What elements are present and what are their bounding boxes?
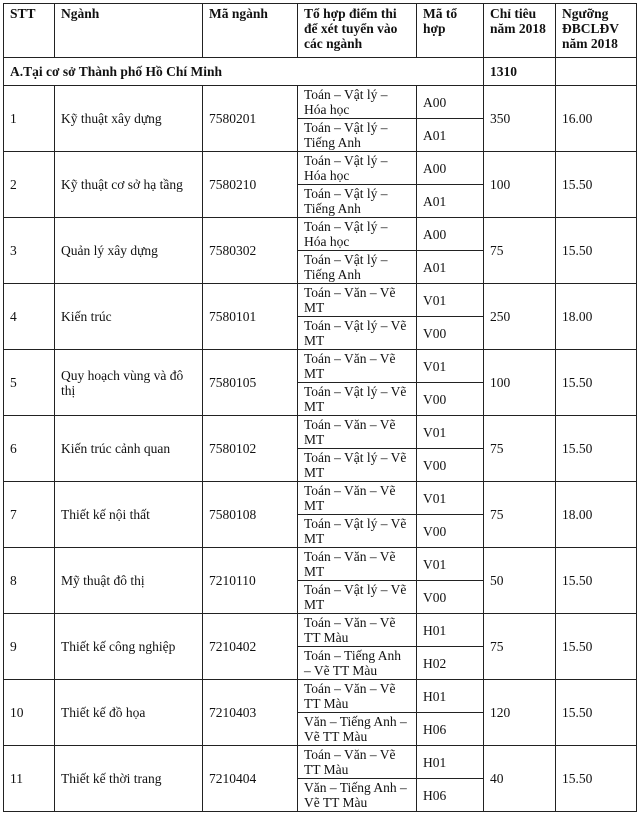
cell-ma-nganh: 7580101 bbox=[203, 284, 298, 350]
cell-ma-to-hop: A00 bbox=[417, 152, 484, 185]
cell-chi-tieu: 350 bbox=[484, 86, 556, 152]
table-row bbox=[4, 482, 637, 515]
cell-nganh: Thiết kế thời trang bbox=[55, 746, 203, 812]
section-total: 1310 bbox=[484, 58, 556, 86]
table-row bbox=[4, 218, 637, 251]
cell-to-hop: Toán – Vật lý – Vẽ MT bbox=[298, 515, 417, 548]
table-row bbox=[4, 746, 637, 779]
cell-to-hop: Toán – Văn – Vẽ TT Màu bbox=[298, 680, 417, 713]
cell-ma-to-hop: V01 bbox=[417, 350, 484, 383]
cell-nguong: 15.50 bbox=[556, 218, 637, 284]
header-ma-nganh: Mã ngành bbox=[203, 4, 298, 58]
table-row bbox=[4, 614, 637, 647]
cell-to-hop: Toán – Vật lý – Vẽ MT bbox=[298, 317, 417, 350]
cell-ma-to-hop: V00 bbox=[417, 383, 484, 416]
cell-to-hop: Toán – Tiếng Anh – Vẽ TT Màu bbox=[298, 647, 417, 680]
cell-ma-to-hop: V01 bbox=[417, 284, 484, 317]
cell-ma-to-hop: A01 bbox=[417, 119, 484, 152]
table-row bbox=[4, 152, 637, 185]
table-row bbox=[4, 350, 637, 383]
header-nguong: Ngưỡng ĐBCLĐV năm 2018 bbox=[556, 4, 637, 58]
cell-chi-tieu: 120 bbox=[484, 680, 556, 746]
table-row bbox=[4, 86, 637, 119]
header-row bbox=[4, 4, 637, 58]
cell-stt: 10 bbox=[4, 680, 55, 746]
cell-ma-to-hop: H01 bbox=[417, 680, 484, 713]
cell-to-hop: Toán – Văn – Vẽ TT Màu bbox=[298, 614, 417, 647]
table-row bbox=[4, 548, 637, 581]
cell-ma-to-hop: V00 bbox=[417, 515, 484, 548]
cell-stt: 5 bbox=[4, 350, 55, 416]
cell-ma-to-hop: V01 bbox=[417, 548, 484, 581]
cell-chi-tieu: 75 bbox=[484, 614, 556, 680]
cell-to-hop: Toán – Vật lý – Hóa học bbox=[298, 218, 417, 251]
cell-nganh: Thiết kế công nghiệp bbox=[55, 614, 203, 680]
cell-chi-tieu: 50 bbox=[484, 548, 556, 614]
cell-ma-nganh: 7580102 bbox=[203, 416, 298, 482]
cell-nganh: Thiết kế đồ họa bbox=[55, 680, 203, 746]
cell-nganh: Kiến trúc bbox=[55, 284, 203, 350]
cell-to-hop: Toán – Văn – Vẽ TT Màu bbox=[298, 746, 417, 779]
cell-chi-tieu: 40 bbox=[484, 746, 556, 812]
header-chi-tieu: Chỉ tiêu năm 2018 bbox=[484, 4, 556, 58]
cell-ma-to-hop: V00 bbox=[417, 581, 484, 614]
cell-nguong: 16.00 bbox=[556, 86, 637, 152]
cell-to-hop: Toán – Vật lý – Vẽ MT bbox=[298, 383, 417, 416]
cell-stt: 8 bbox=[4, 548, 55, 614]
cell-chi-tieu: 75 bbox=[484, 218, 556, 284]
cell-ma-to-hop: H06 bbox=[417, 713, 484, 746]
cell-to-hop: Toán – Văn – Vẽ MT bbox=[298, 416, 417, 449]
header-to-hop: Tổ hợp điểm thi để xét tuyển vào các ngành bbox=[298, 4, 417, 58]
cell-ma-to-hop: H01 bbox=[417, 746, 484, 779]
cell-to-hop: Văn – Tiếng Anh – Vẽ TT Màu bbox=[298, 779, 417, 812]
cell-ma-nganh: 7210110 bbox=[203, 548, 298, 614]
cell-to-hop: Toán – Vật lý – Vẽ MT bbox=[298, 449, 417, 482]
cell-nganh: Mỹ thuật đô thị bbox=[55, 548, 203, 614]
cell-nguong: 15.50 bbox=[556, 548, 637, 614]
cell-ma-to-hop: A00 bbox=[417, 218, 484, 251]
cell-ma-to-hop: H01 bbox=[417, 614, 484, 647]
cell-nguong: 15.50 bbox=[556, 614, 637, 680]
cell-stt: 3 bbox=[4, 218, 55, 284]
cell-ma-to-hop: H02 bbox=[417, 647, 484, 680]
cell-ma-to-hop: V01 bbox=[417, 416, 484, 449]
cell-to-hop: Toán – Văn – Vẽ MT bbox=[298, 482, 417, 515]
header-stt: STT bbox=[4, 4, 55, 58]
admissions-table bbox=[3, 3, 637, 812]
cell-ma-to-hop: H06 bbox=[417, 779, 484, 812]
cell-ma-nganh: 7210403 bbox=[203, 680, 298, 746]
table-row bbox=[4, 680, 637, 713]
section-title: A.Tại cơ sở Thành phố Hồ Chí Minh bbox=[4, 58, 484, 86]
table-row bbox=[4, 416, 637, 449]
cell-to-hop: Toán – Vật lý – Hóa học bbox=[298, 86, 417, 119]
cell-nguong: 15.50 bbox=[556, 746, 637, 812]
cell-ma-to-hop: A01 bbox=[417, 251, 484, 284]
cell-chi-tieu: 75 bbox=[484, 416, 556, 482]
cell-chi-tieu: 250 bbox=[484, 284, 556, 350]
cell-nganh: Quản lý xây dựng bbox=[55, 218, 203, 284]
cell-ma-to-hop: V00 bbox=[417, 449, 484, 482]
cell-nganh: Quy hoạch vùng và đô thị bbox=[55, 350, 203, 416]
cell-chi-tieu: 75 bbox=[484, 482, 556, 548]
cell-ma-to-hop: V00 bbox=[417, 317, 484, 350]
cell-nguong: 15.50 bbox=[556, 680, 637, 746]
cell-ma-to-hop: V01 bbox=[417, 482, 484, 515]
cell-nganh: Kiến trúc cảnh quan bbox=[55, 416, 203, 482]
cell-stt: 9 bbox=[4, 614, 55, 680]
cell-chi-tieu: 100 bbox=[484, 350, 556, 416]
cell-nganh: Kỹ thuật cơ sở hạ tầng bbox=[55, 152, 203, 218]
cell-to-hop: Văn – Tiếng Anh – Vẽ TT Màu bbox=[298, 713, 417, 746]
cell-nguong: 15.50 bbox=[556, 416, 637, 482]
cell-nguong: 15.50 bbox=[556, 152, 637, 218]
cell-to-hop: Toán – Vật lý – Tiếng Anh bbox=[298, 185, 417, 218]
cell-stt: 6 bbox=[4, 416, 55, 482]
cell-nganh: Thiết kế nội thất bbox=[55, 482, 203, 548]
cell-stt: 2 bbox=[4, 152, 55, 218]
header-ma-to-hop: Mã tổ hợp bbox=[417, 4, 484, 58]
cell-nguong: 18.00 bbox=[556, 482, 637, 548]
cell-stt: 11 bbox=[4, 746, 55, 812]
cell-ma-nganh: 7580108 bbox=[203, 482, 298, 548]
cell-ma-to-hop: A00 bbox=[417, 86, 484, 119]
cell-nganh: Kỹ thuật xây dựng bbox=[55, 86, 203, 152]
cell-ma-nganh: 7580210 bbox=[203, 152, 298, 218]
cell-ma-nganh: 7210404 bbox=[203, 746, 298, 812]
cell-ma-nganh: 7580105 bbox=[203, 350, 298, 416]
cell-to-hop: Toán – Văn – Vẽ MT bbox=[298, 350, 417, 383]
cell-nguong: 15.50 bbox=[556, 350, 637, 416]
cell-stt: 4 bbox=[4, 284, 55, 350]
cell-nguong: 18.00 bbox=[556, 284, 637, 350]
table-row bbox=[4, 284, 637, 317]
cell-ma-to-hop: A01 bbox=[417, 185, 484, 218]
cell-to-hop: Toán – Văn – Vẽ MT bbox=[298, 284, 417, 317]
cell-to-hop: Toán – Vật lý – Tiếng Anh bbox=[298, 119, 417, 152]
cell-to-hop: Toán – Vật lý – Hóa học bbox=[298, 152, 417, 185]
cell-to-hop: Toán – Văn – Vẽ MT bbox=[298, 548, 417, 581]
header-nganh: Ngành bbox=[55, 4, 203, 58]
cell-to-hop: Toán – Vật lý – Tiếng Anh bbox=[298, 251, 417, 284]
cell-ma-nganh: 7580201 bbox=[203, 86, 298, 152]
section-row bbox=[4, 58, 637, 86]
cell-ma-nganh: 7210402 bbox=[203, 614, 298, 680]
cell-chi-tieu: 100 bbox=[484, 152, 556, 218]
cell-stt: 7 bbox=[4, 482, 55, 548]
section-empty-cell bbox=[556, 58, 637, 86]
cell-ma-nganh: 7580302 bbox=[203, 218, 298, 284]
cell-stt: 1 bbox=[4, 86, 55, 152]
cell-to-hop: Toán – Vật lý – Vẽ MT bbox=[298, 581, 417, 614]
